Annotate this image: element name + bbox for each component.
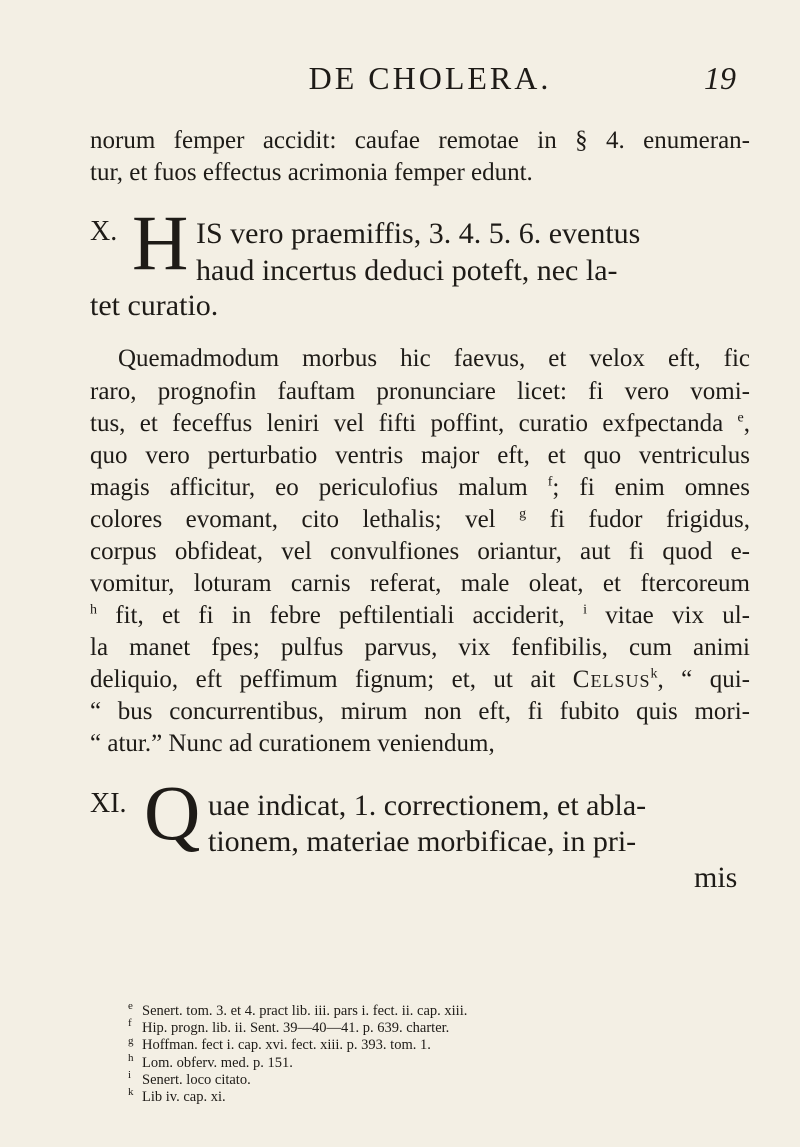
text-line: la manet fpes; pulfus parvus, vix fenfibilis, cum animi [90,634,750,661]
text-line: uae indicat, 1. correctionem, et abla- [208,789,647,822]
text-line: tur, et fuos effectus acrimonia femper edunt. [90,159,533,186]
text-line: raro, prognofin fauftam pronunciare licet: fi vero vomi- [90,378,750,405]
text-line: colores evomant, cito lethalis; vel $^g$ fi fudor frigidus, [90,506,750,533]
running-head [110,60,750,100]
page-number: 19 [704,60,736,96]
footnote: g Hoffman. fect i. cap. xvi. fect. xiii. p. 393. tom. 1. [128,1034,431,1054]
footnote-mark[interactable]: h [90,602,97,618]
text-line: $^h$ fit, et fi in febre peftilentiali acciderit, $^i$ vitae vix ul- [90,602,750,629]
section-number: X. [90,216,118,247]
footnote: e Senert. tom. 3. et 4. pract lib. iii. pars i. fect. ii. cap. xiii. [128,1000,468,1019]
text-line: norum femper accidit: caufae remotae in § 4. enumeran- [90,127,750,154]
text-line: haud incertus deduci poteft, nec la- [196,254,618,287]
footnote: f Hip. progn. lib. ii. Sent. 39—40—41. p. 639. charter. [128,1017,450,1037]
text-line: “ bus concurrentibus, mirum non eft, fi fubito quis mori- [90,698,750,725]
footnote-mark[interactable]: k [650,666,658,682]
footnotes [128,1000,768,1106]
section-xi [90,769,800,922]
text-line: “ atur.” Nunc ad curationem veniendum, [90,730,495,757]
text-line: mis [694,861,738,894]
drop-cap-initial: Q [144,769,201,856]
footnote: k Lib iv. cap. xi. [128,1086,226,1106]
footnote: h Lom. obferv. med. p. 151. [128,1051,293,1071]
footnote-mark[interactable]: i [583,602,587,618]
text-line: deliquio, eft peffimum fignum; et, ut ait Celsus$^k$, “ qui- [90,666,750,693]
text-line: corpus obfideat, vel convulfiones oriantur, aut fi quod e- [90,538,750,565]
text-line: tus, et feceffus leniri vel fifti poffint, curatio exfpectanda $^e$, [90,410,750,437]
text-line: tet curatio. [90,289,219,322]
section-x [90,199,800,352]
text-line: quo vero perturbatio ventris major eft, et quo ventriculus [90,442,750,469]
text-line: Quemadmodum morbus hic faevus, et velox eft, fic [118,345,750,372]
footnote-mark[interactable]: f [547,474,553,490]
text-line: vomitur, loturam carnis referat, male oleat, et ftercoreum [90,570,750,597]
footnote: i Senert. loco citato. [128,1068,251,1088]
text-line: magis afficitur, eo periculofius malum $^f$; fi enim omnes [90,474,750,501]
drop-cap-initial: H [132,199,189,286]
author-name: Celsus [572,666,651,693]
text-line: IS vero praemiffis, 3. 4. 5. 6. eventus [196,217,641,250]
running-title: DE CHOLERA. [308,60,552,96]
text-line: tionem, materiae morbificae, in pri- [208,825,637,858]
section-number: XI. [90,788,127,819]
footnote-mark[interactable]: e [737,410,744,426]
footnote-mark[interactable]: g [519,506,527,522]
